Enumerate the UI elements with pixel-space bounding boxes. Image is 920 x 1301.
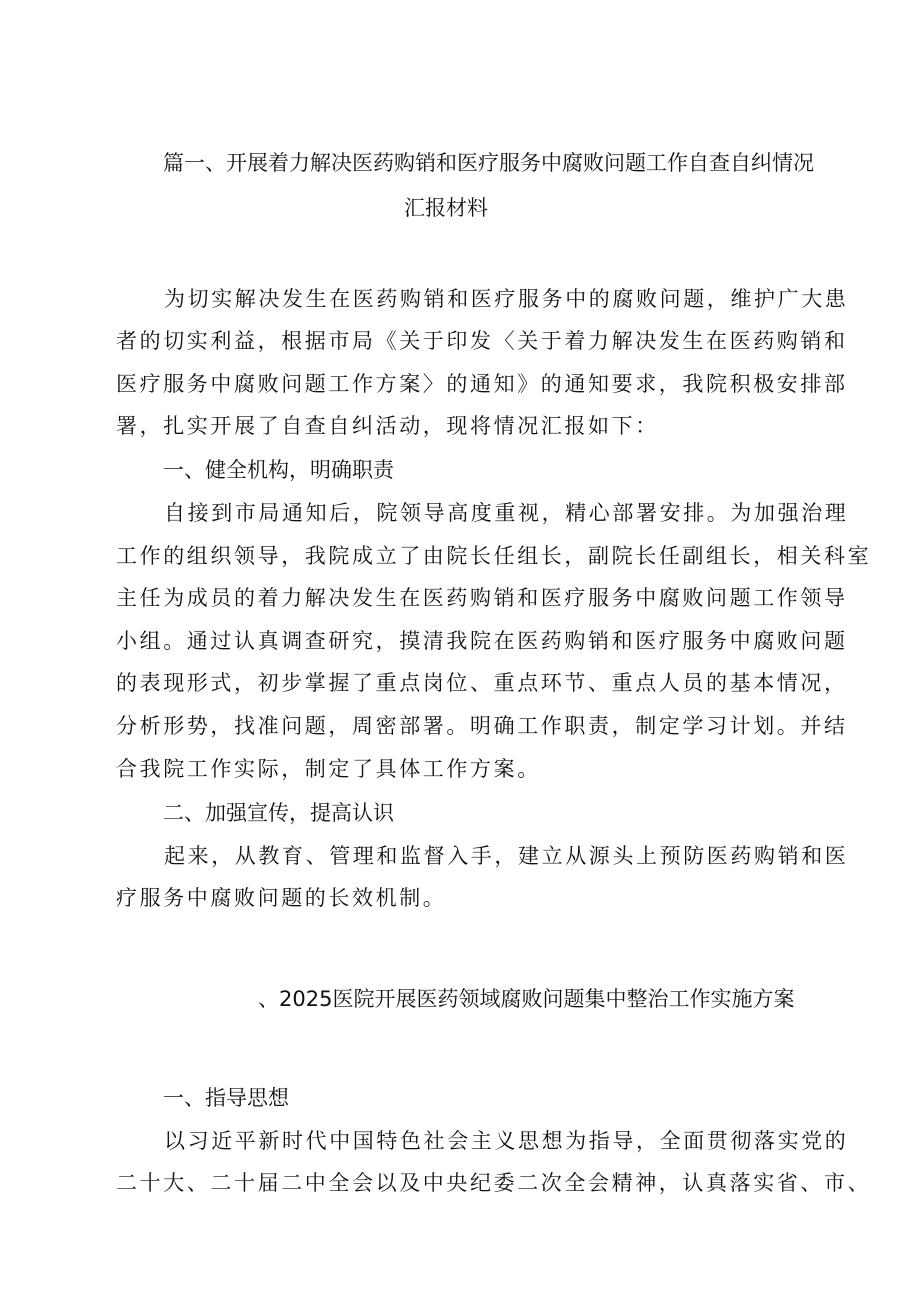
- paragraph-line: 疗服务中腐败问题的长效机制。: [116, 886, 447, 910]
- section-heading: 一、健全机构，明确职责: [163, 458, 394, 482]
- paragraph-line: 署，扎实开展了自查自纠活动，现将情况汇报如下：: [116, 414, 659, 438]
- paragraph-line: 的表现形式，初步掌握了重点岗位、重点环节、重点人员的基本情况，: [116, 671, 848, 695]
- paragraph-line: 起来，从教育、管理和监督入手，建立从源头上预防医药购销和医: [164, 844, 849, 868]
- paragraph-line: 工作的组织领导，我院成立了由院长任组长，副院长任副组长，相关科室: [116, 544, 872, 568]
- paragraph-line: 二十大、二十届二中全会以及中央纪委二次全会精神，认真落实省、市、: [116, 1171, 872, 1195]
- paragraph-line: 者的切实利益，根据市局《关于印发〈关于着力解决发生在医药购销和: [116, 329, 848, 353]
- paragraph-line: 医疗服务中腐败问题工作方案〉的通知》的通知要求，我院积极安排部: [116, 372, 848, 396]
- document-title-line-1: 篇一、开展着力解决医药购销和医疗服务中腐败问题工作自查自纠情况: [163, 151, 814, 175]
- section-heading: 二、加强宣传，提高认识: [163, 801, 394, 825]
- paragraph-line: 以习近平新时代中国特色社会主义思想为指导，全面贯彻落实党的: [164, 1129, 849, 1153]
- section-heading: 一、指导思想: [163, 1086, 289, 1110]
- paragraph-line: 自接到市局通知后，院领导高度重视，精心部署安排。为加强治理: [164, 501, 849, 525]
- document-title-line-2: 汇报材料: [404, 196, 488, 220]
- paragraph-line: 合我院工作实际，制定了具体工作方案。: [116, 757, 541, 781]
- paragraph-line: 为切实解决发生在医药购销和医疗服务中的腐败问题，维护广大患: [164, 287, 849, 311]
- paragraph-line: 小组。通过认真调查研究，摸清我院在医药购销和医疗服务中腐败问题: [116, 629, 848, 653]
- paragraph-line: 主任为成员的着力解决发生在医药购销和医疗服务中腐败问题工作领导: [116, 586, 848, 610]
- paragraph-line: 分析形势，找准问题，周密部署。明确工作职责，制定学习计划。并结: [116, 714, 848, 738]
- document-title-2: 、2025医院开展医药领域腐败问题集中整治工作实施方案: [258, 987, 795, 1011]
